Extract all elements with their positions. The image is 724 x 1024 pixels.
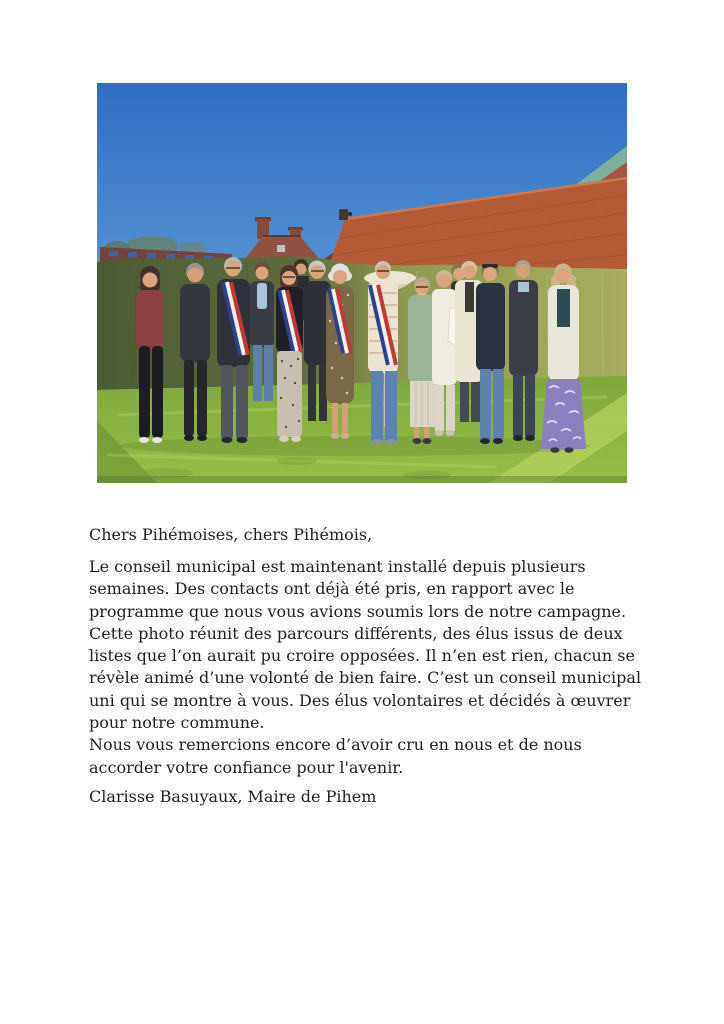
council-photo-scene (97, 83, 627, 483)
floral-skirt (541, 379, 586, 449)
person (136, 266, 164, 443)
chimney-silhouette (339, 209, 348, 220)
signature: Clarisse Basuyaux, Maire de Pihem (89, 787, 377, 806)
person-with-sash (368, 261, 398, 445)
body-line: Cette photo réunit des parcours différents, des élus issus de deux (89, 623, 623, 643)
body-line: uni qui se montre à vous. Des élus volontaires et décidés à œuvrer (89, 690, 631, 710)
body-line: Nous vous remercions encore d’avoir cru en nous et de nous (89, 735, 582, 755)
greeting: Chers Pihémoises, chers Pihémois, (89, 525, 373, 544)
body-paragraph (89, 556, 641, 779)
body-line: accorder votre confiance pour l'avenir. (89, 757, 404, 777)
bird-silhouette (348, 212, 352, 216)
hedge (97, 257, 627, 390)
body-line: Le conseil municipal est maintenant installé depuis plusieurs (89, 557, 586, 576)
person-with-sash (276, 265, 303, 442)
person (250, 262, 274, 401)
person (476, 263, 505, 445)
body-line: pour notre commune. (89, 713, 265, 733)
body-line: révèle animé d’une volonté de bien faire. C’est un conseil municipal (89, 668, 642, 688)
council-photo (97, 83, 627, 483)
body-line: semaines. Des contacts ont déjà été pris, en rapport avec le (89, 579, 575, 599)
body-line: programme que nous vous avions soumis lors de notre campagne. (89, 601, 627, 621)
body-line: listes que l’on aurait pu croire opposées. Il n’en est rien, chacun se (89, 646, 635, 666)
